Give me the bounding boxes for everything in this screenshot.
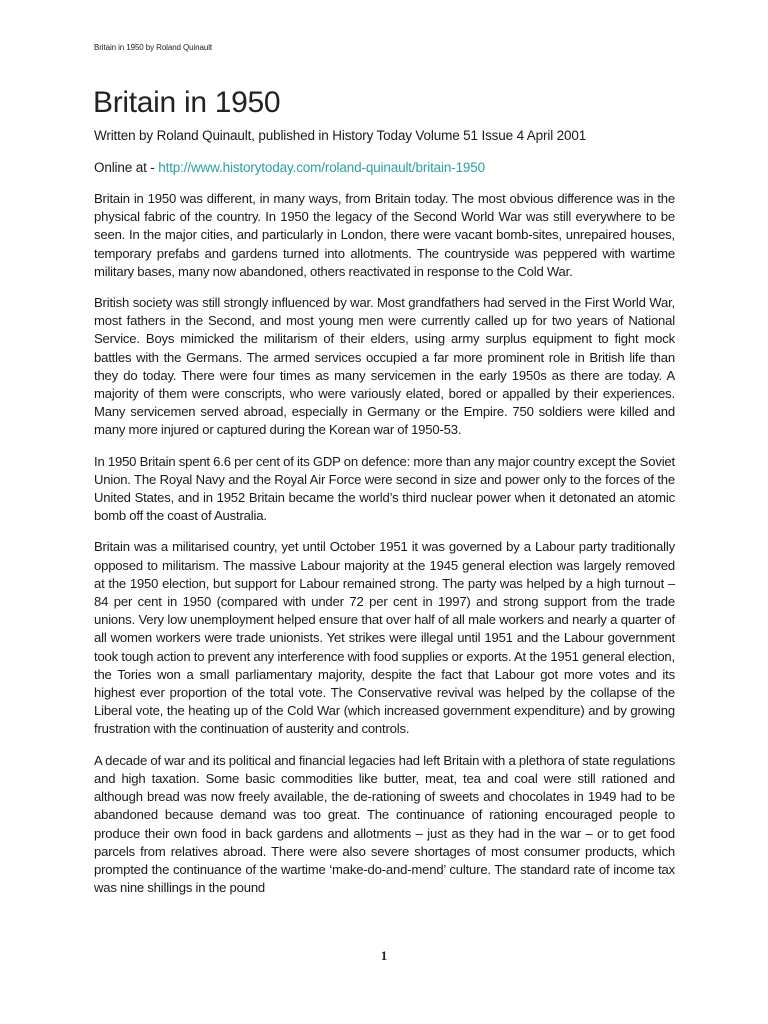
paragraph: British society was still strongly influenced by war. Most grandfathers had served in the First World War, most fathers in the Second, and most young men were currently called up for two years of National Service. Boys mimicked the militarism of their elders, using army surplus equipment to fight mock battles with the Germans. The armed services occupied a far more prominent role in British life than they do today. There were four times as many servicemen in the early 1950s as there are today. A majority of them were conscripts, who were variously elated, bored or appalled by their experiences. Many servicemen served abroad, especially in Germany or the Empire. 750 soldiers were killed and many more injured or captured during the Korean war of 1950-53. <box>94 295 675 438</box>
paragraph: Britain was a militarised country, yet until October 1951 it was governed by a Labour party traditionally opposed to militarism. The massive Labour majority at the 1945 general election was largely removed at the 1950 election, but support for Labour remained strong. The party was helped by a high turnout – 84 per cent in 1950 (compared with under 72 per cent in 1997) and strong support from the trade unions. Very low unemployment helped ensure that over half of all male workers and nearly a quarter of all women workers were trade unionists. Yet strikes were illegal until 1951 and the Labour government took tough action to prevent any interference with food supplies or exports. At the 1951 general election, the Tories won a small parliamentary majority, despite the fact that Labour got more votes and its highest ever proportion of the total vote. The Conservative revival was helped by the collapse of the Liberal vote, the heating up of the Cold War (which increased government expenditure) and by growing frustration with the continuation of austerity and controls. <box>94 539 675 737</box>
paragraph: Britain in 1950 was different, in many ways, from Britain today. The most obvious difference was in the physical fabric of the country. In 1950 the legacy of the Second World War was still everywhere to be seen. In the major cities, and particularly in London, there were vacant bomb-sites, unrepaired houses, temporary prefabs and gardens turned into allotments. The countryside was peppered with wartime military bases, many now abandoned, others reactivated in response to the Cold War. <box>94 191 675 279</box>
page-number: 1 <box>380 948 388 963</box>
paragraph: A decade of war and its political and financial legacies had left Britain with a plethora of state regulations and high taxation. Some basic commodities like butter, meat, tea and coal were still rationed and although bread was now freely available, the de-rationing of sweets and chocolates in 1949 had to be abandoned because demand was too great. The continuance of rationing encouraged people to produce their own food in back gardens and allotments – just as they had in the war – or to get food parcels from relatives abroad. There were also severe shortages of most consumer products, which prompted the continuance of the wartime ‘make-do-and-mend’ culture. The standard rate of income tax was nine shillings in the pound <box>94 752 675 896</box>
byline: Written by Roland Quinault, published in History Today Volume 51 Issue 4 April 2001 <box>94 128 587 143</box>
source-link[interactable]: http://www.historytoday.com/roland-quinault/britain-1950 <box>158 160 486 175</box>
article-body <box>94 190 675 910</box>
running-header: Britain in 1950 by Roland Quinault <box>94 43 213 52</box>
paragraph: In 1950 Britain spent 6.6 per cent of its GDP on defence: more than any major country except the Soviet Union. The Royal Navy and the Royal Air Force were second in size and power only to the forces of the United States, and in 1952 Britain became the world’s third nuclear power when it detonated an atomic bomb off the coast of Australia. <box>94 453 675 524</box>
page-title: Britain in 1950 <box>93 86 281 119</box>
online-source <box>94 160 485 175</box>
online-label: Online at - <box>94 160 159 175</box>
